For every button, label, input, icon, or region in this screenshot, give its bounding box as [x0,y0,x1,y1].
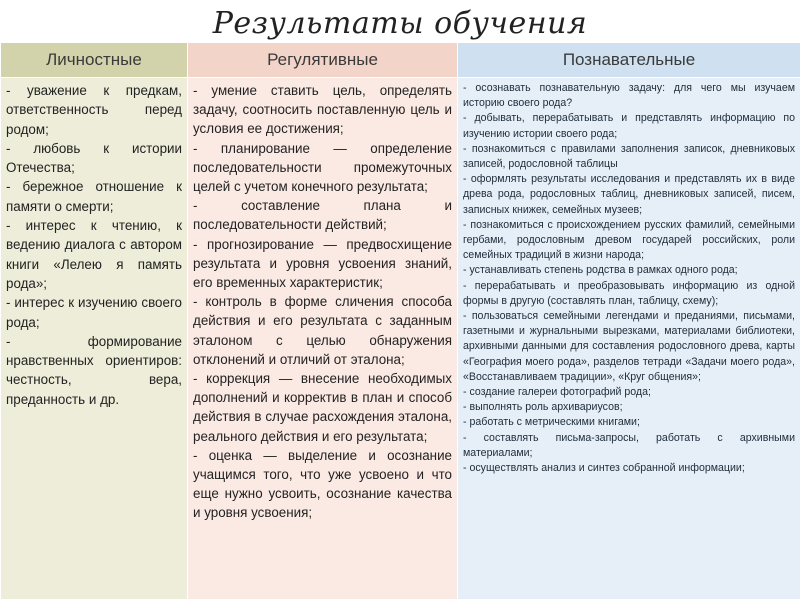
list-item: - бережное отношение к памяти о смерти; [6,179,182,214]
column-header-personal: Личностные [1,43,188,78]
personal-results-cell [1,78,188,600]
list-item: - выполнять роль архивариусов; [463,401,623,414]
list-item: - пользоваться семейными легендами и преданиями, письмами, газетными и журнальными вырезками, материалами библиотеки, архивными данными для составления родословного древа, карты «География моего рода», разделов тетради «Задачи моего рода», «Восстанавливаем традиции», «Круг общения»; [463,310,795,383]
list-item: - познакомиться с происхождением русских фамилий, семейными гербами, родословным древом государей российских, роли семейных традиций в жизни народа; [463,218,795,262]
page-title: Результаты обучения [212,6,588,41]
list-item: - работать с метрическими книгами; [463,416,640,429]
list-item: - создание галереи фотографий рода; [463,386,651,399]
list-item: - добывать, перерабатывать и представлять информацию по изучению истории своего рода; [463,112,795,140]
list-item: - интерес к изучению своего рода; [6,295,182,330]
list-item: - составление плана и последовательности действий; [193,198,452,233]
list-item: - контроль в форме сличения способа действия и его результата с заданным эталоном с целью обнаружения отклонений и отличий от эталона; [193,294,452,367]
list-item: - познакомиться с правилами заполнения записок, дневниковых записей, родословной таблицы [463,142,795,171]
list-item: - оценка — выделение и осознание учащимся того, что уже усвоено и что еще нужно усвоить, осознание качества и уровня усвоения; [193,447,452,521]
regulatory-results-cell [188,78,458,600]
cognitive-results-cell [458,78,800,600]
list-item: - умение ставить цель, определять задачу, соотносить поставленную цель и условия ее достижения; [193,83,452,137]
results-table [0,42,800,600]
list-item: - любовь к истории Отечества; [6,140,182,176]
column-header-regulatory: Регулятивные [188,43,458,78]
list-item: - перерабатывать и преобразовывать информацию из одной формы в другую (составлять план, таблицу, схему); [463,279,795,307]
list-item: - уважение к предкам, ответственность перед родом; [6,83,182,137]
list-item: - планирование — определение последовательности промежуточных целей с учетом конечного результата; [193,140,452,195]
list-item: - осознавать познавательную задачу: для чего мы изучаем историю своего рода? [463,82,795,110]
list-item: - оформлять результаты исследования и представлять их в виде древа рода, родословных таблиц, дневниковых записей, писем, записных книжек, семейных музеев; [463,173,795,216]
list-item: - устанавливать степень родства в рамках одного рода; [463,264,738,277]
column-header-cognitive: Познавательные [458,43,800,78]
list-item: - коррекция — внесение необходимых дополнений и корректив в план и способ действия в случае расхождения эталона, реального действия и его результата; [193,371,452,444]
list-item: - интерес к чтению, к ведению диалога с автором книги «Лелею я память рода»; [6,218,182,291]
list-item: - формирование нравственных ориентиров: честность, вера, преданность и др. [6,333,182,407]
list-item: - осуществлять анализ и синтез собранной информации; [463,462,745,475]
list-item: - составлять письма-запросы, работать с архивными материалами; [463,431,795,459]
list-item: - прогнозирование — предвосхищение результата и уровня усвоения знаний, его временных характеристик; [193,236,452,291]
